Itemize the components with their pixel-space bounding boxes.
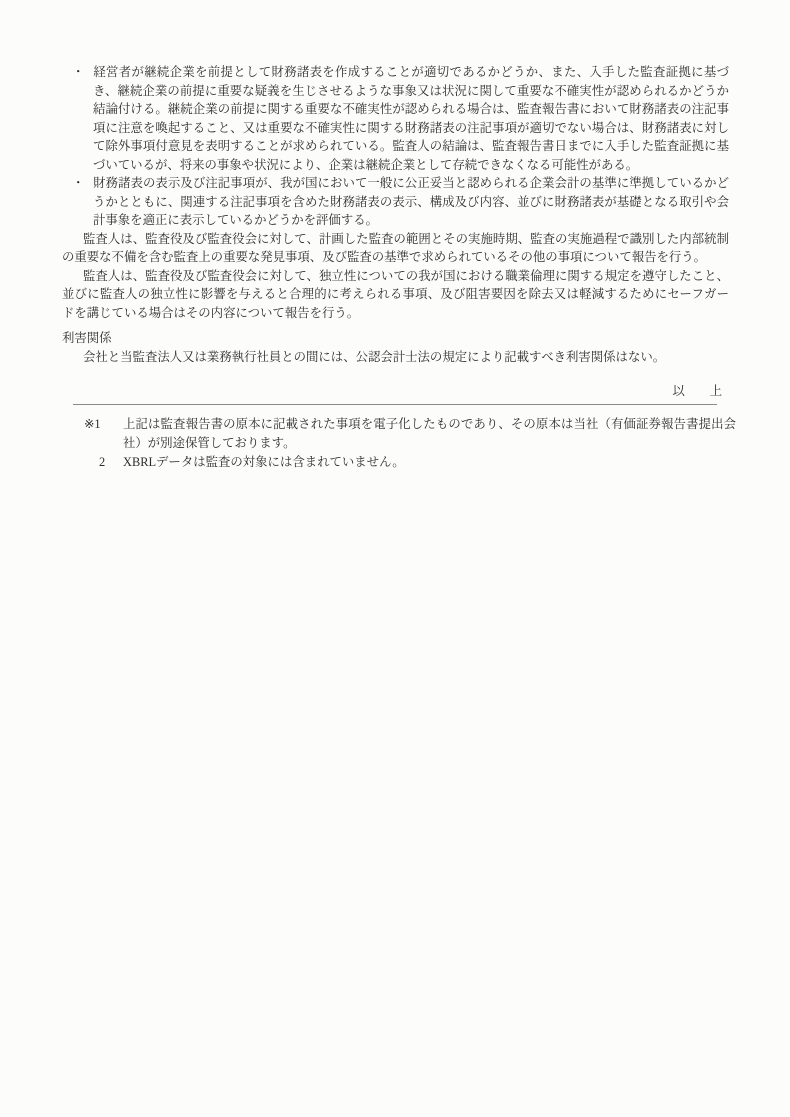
footnote-marker: 2 (99, 454, 106, 469)
bullet-icon: ・ (72, 65, 85, 79)
closing-label: 以 上 (672, 384, 722, 398)
paragraph-auditor-reporting: 監査人は、監査役及び監査役会に対して、計画した監査の範囲とその実施時期、監査の実施過程で識別した内部統制の重要な不備を含む監査上の重要な発見事項、及び監査の基準で求められているその他の事項について報告を行う。 (62, 231, 729, 264)
footnotes-block (62, 405, 736, 472)
footnote-original-retention (84, 415, 736, 453)
bullet-item-going-concern (72, 63, 729, 174)
footnote-text: XBRLデータは監査の対象には含まれていません。 (123, 454, 405, 469)
interest-relations-body: 会社と当監査法人又は業務執行社員との間には、公認会計士法の規定により記載すべき利害関係はない。 (83, 349, 666, 364)
footnote-xbrl (84, 453, 736, 472)
bullet-item-text: 財務諸表の表示及び注記事項が、我が国において一般に公正妥当と認められる企業会計の基準に準拠しているかどうかとともに、関連する注記事項を含めた財務諸表の表示、構成及び内容、並びに財務諸表が基礎となる取引や会計事象を適正に表示しているかどうかを評価する。 (93, 176, 729, 227)
bullet-item-text: 経営者が継続企業を前提として財務諸表を作成することが適切であるかどうか、また、入手した監査証拠に基づき、継続企業の前提に重要な疑義を生じさせるような事象又は状況に関して重要な不確実性が認められるかどうか結論付ける。継続企業の前提に関する重要な不確実性が認められる場合は、監査報告書において財務諸表の注記事項に注意を喚起すること、又は重要な不確実性に関する財務諸表の注記事項が適切でない場合は、財務諸表に対して除外事項付意見を表明することが求められている。監査人の結論は、監査報告書日までに入手した監査証拠に基づいているが、将来の事象や状況により、企業は継続企業として存続できなくなる可能性がある。 (93, 65, 729, 172)
bullet-icon: ・ (72, 176, 85, 190)
bullet-item-presentation (72, 174, 729, 230)
paragraph-auditor-independence: 監査人は、監査役及び監査役会に対して、独立性についての我が国における職業倫理に関する規定を遵守したこと、並びに監査人の独立性に影響を与えると合理的に考えられる事項、及び阻害要因を除去又は軽減するためにセーフガードを講じている場合はその内容について報告を行う。 (62, 268, 729, 320)
footnote-text: 上記は監査報告書の原本に記載された事項を電子化したものであり、その原本は当社（有価証券報告書提出会社）が別途保管しております。 (123, 416, 736, 450)
interest-relations-heading: 利害関係 (62, 331, 112, 345)
footnote-marker: ※1 (84, 416, 101, 431)
